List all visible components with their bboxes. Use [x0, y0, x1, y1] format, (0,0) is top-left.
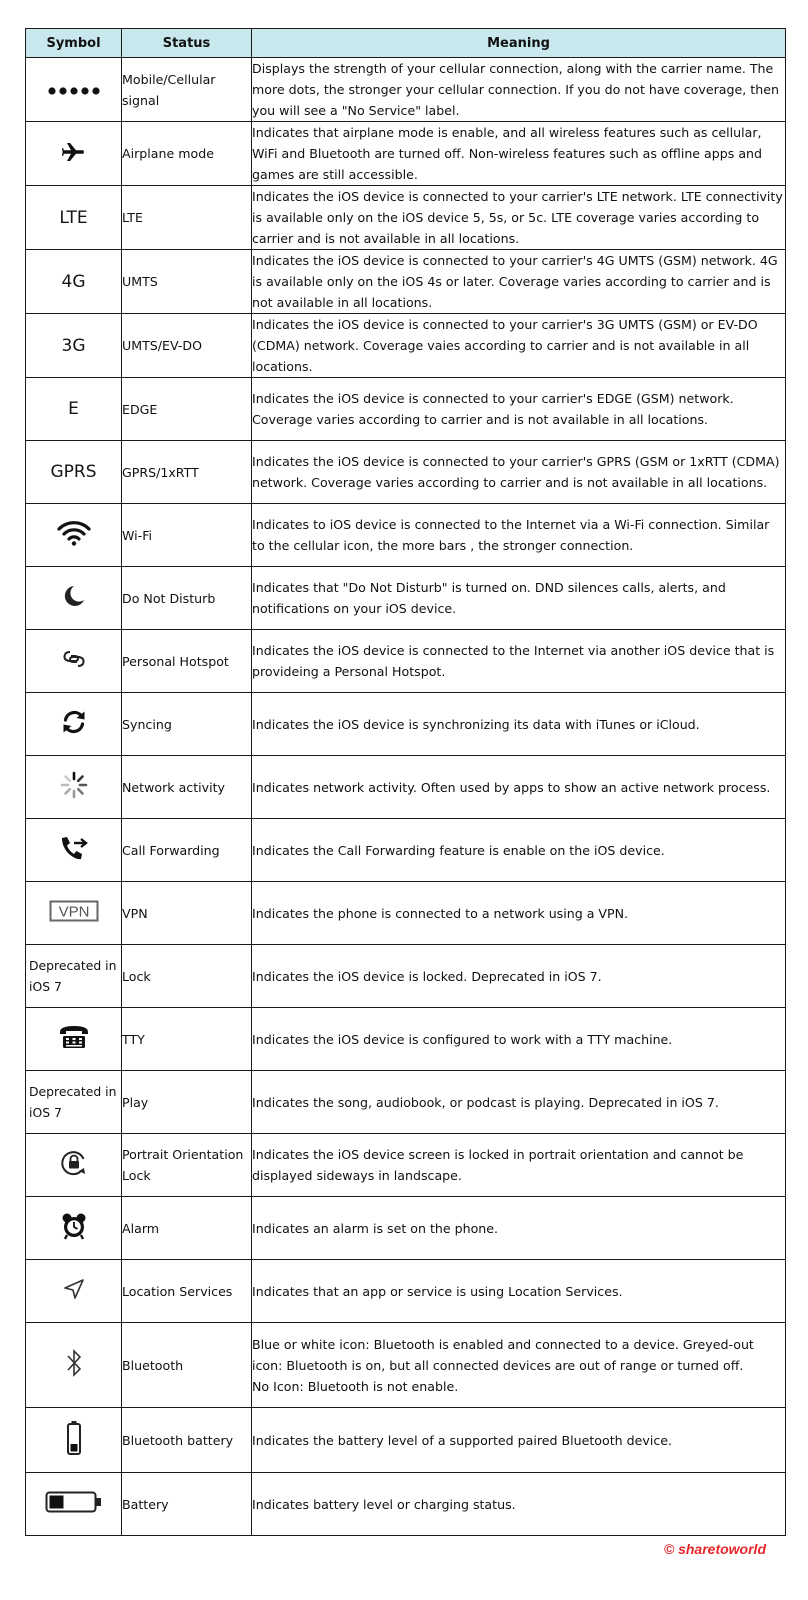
meaning-cell: Indicates the song, audiobook, or podcast is playing. Deprecated in iOS 7.: [252, 1071, 786, 1134]
bluetooth-battery-icon: [66, 1420, 82, 1460]
meaning-text-extra: No Icon: Bluetooth is not enable.: [252, 1378, 459, 1394]
meaning-cell: Indicates the iOS device screen is locked in portrait orientation and cannot be displayed sideways in landscape.: [252, 1134, 786, 1197]
status-cell: Alarm: [122, 1197, 252, 1260]
table-row: [26, 314, 786, 378]
status-cell: UMTS: [122, 250, 252, 314]
table-row: [26, 1323, 786, 1408]
gprs-symbol-text: GPRS: [50, 462, 97, 482]
table-row: [26, 186, 786, 250]
symbol-cell: [26, 1071, 122, 1134]
symbol-cell: [26, 1323, 122, 1408]
symbol-cell: [26, 819, 122, 882]
symbol-cell: [26, 441, 122, 504]
status-cell: Location Services: [122, 1260, 252, 1323]
status-cell: VPN: [122, 882, 252, 945]
table-row: [26, 756, 786, 819]
status-icons-table: [25, 28, 786, 1536]
meaning-cell: Indicates the battery level of a supported paired Bluetooth device.: [252, 1408, 786, 1473]
symbol-cell: [26, 756, 122, 819]
status-cell: Bluetooth battery: [122, 1408, 252, 1473]
status-cell: Portrait Orientation Lock: [122, 1134, 252, 1197]
table-row: [26, 945, 786, 1008]
call-forwarding-icon: [59, 835, 89, 865]
symbol-cell: [26, 58, 122, 122]
table-row: [26, 504, 786, 567]
symbol-cell: [26, 630, 122, 693]
status-cell: Do Not Disturb: [122, 567, 252, 630]
status-cell: Airplane mode: [122, 122, 252, 186]
table-row: [26, 630, 786, 693]
status-cell: EDGE: [122, 378, 252, 441]
symbol-cell: [26, 504, 122, 567]
symbol-cell: [26, 1408, 122, 1473]
symbol-cell: [26, 1260, 122, 1323]
symbol-cell: [26, 314, 122, 378]
table-row: [26, 693, 786, 756]
status-cell: Battery: [122, 1473, 252, 1536]
table-row: [26, 1134, 786, 1197]
copyright-watermark: © sharetoworld: [663, 1541, 766, 1557]
table-row: [26, 567, 786, 630]
meaning-cell: Displays the strength of your cellular connection, along with the carrier name. The more dots, the stronger your cellular connection. If you do not have coverage, then you will see a "No Service" label.: [252, 58, 786, 122]
deprecated-note: Deprecated in iOS 7: [29, 1084, 117, 1120]
symbol-cell: [26, 186, 122, 250]
wifi-icon: [57, 520, 91, 550]
status-cell: GPRS/1xRTT: [122, 441, 252, 504]
meaning-cell: Indicates the phone is connected to a network using a VPN.: [252, 882, 786, 945]
alarm-icon: [60, 1212, 88, 1244]
meaning-cell: Indicates an alarm is set on the phone.: [252, 1197, 786, 1260]
header-symbol: Symbol: [26, 29, 122, 58]
symbol-cell: [26, 1134, 122, 1197]
meaning-cell: Indicates the iOS device is locked. Deprecated in iOS 7.: [252, 945, 786, 1008]
table-row: [26, 1260, 786, 1323]
battery-icon: [45, 1491, 103, 1517]
table-row: [26, 1008, 786, 1071]
symbol-cell: [26, 378, 122, 441]
meaning-text: Blue or white icon: Bluetooth is enabled and connected to a device. Greyed-out icon: Bluetooth is on, but all connected devices are out of range or turned off.: [252, 1336, 754, 1373]
moon-icon: [62, 584, 86, 612]
header-row: [26, 29, 786, 58]
status-cell: UMTS/EV-DO: [122, 314, 252, 378]
signal-dots-icon: [47, 81, 101, 100]
hotspot-icon: [61, 648, 87, 674]
table-row: [26, 819, 786, 882]
orientation-lock-icon: [59, 1149, 89, 1181]
meaning-cell: Indicates the iOS device is configured to work with a TTY machine.: [252, 1008, 786, 1071]
symbol-cell: [26, 945, 122, 1008]
vpn-icon: [49, 900, 99, 926]
sync-icon: [61, 709, 87, 739]
symbol-cell: [26, 122, 122, 186]
table-row: [26, 1071, 786, 1134]
meaning-cell: Indicates the iOS device is connected to your carrier's 4G UMTS (GSM) network. 4G is available only on the iOS 4s or later. Coverage varies according to carrier and is not available in all locations.: [252, 250, 786, 314]
header-meaning: Meaning: [252, 29, 786, 58]
vpn-icon-label: VPN: [58, 903, 89, 921]
3g-symbol-text: 3G: [61, 335, 86, 356]
table-row: [26, 441, 786, 504]
tty-icon: [58, 1025, 90, 1053]
table-row: [26, 378, 786, 441]
table-row: [26, 250, 786, 314]
status-cell: LTE: [122, 186, 252, 250]
table-row: [26, 1197, 786, 1260]
status-cell: Wi-Fi: [122, 504, 252, 567]
symbol-cell: [26, 693, 122, 756]
status-cell: Bluetooth: [122, 1323, 252, 1408]
status-cell: TTY: [122, 1008, 252, 1071]
symbol-cell: [26, 1473, 122, 1536]
status-cell: Mobile/Cellular signal: [122, 58, 252, 122]
meaning-cell: Indicates that "Do Not Disturb" is turned on. DND silences calls, alerts, and notifications on your iOS device.: [252, 567, 786, 630]
symbol-cell: [26, 250, 122, 314]
meaning-cell: Indicates that an app or service is using Location Services.: [252, 1260, 786, 1323]
status-cell: Network activity: [122, 756, 252, 819]
meaning-cell: Indicates the iOS device is connected to your carrier's LTE network. LTE connectivity is available only on the iOS device 5, 5s, or 5c. LTE coverage varies according to carrier and is not available in all locations.: [252, 186, 786, 250]
meaning-cell: Indicates the iOS device is connected to your carrier's 3G UMTS (GSM) or EV-DO (CDMA) network. Coverage vaies according to carrier and is not available in all locations.: [252, 314, 786, 378]
status-cell: Lock: [122, 945, 252, 1008]
table-row: [26, 122, 786, 186]
meaning-cell: Indicates the Call Forwarding feature is enable on the iOS device.: [252, 819, 786, 882]
status-cell: Call Forwarding: [122, 819, 252, 882]
header-status: Status: [122, 29, 252, 58]
symbol-cell: [26, 1197, 122, 1260]
meaning-cell: Indicates the iOS device is connected to your carrier's EDGE (GSM) network. Coverage varies according to carrier and is not available in all locations.: [252, 378, 786, 441]
meaning-cell: [252, 1323, 786, 1408]
meaning-cell: Indicates to iOS device is connected to the Internet via a Wi-Fi connection. Similar to the cellular icon, the more bars , the stronger connection.: [252, 504, 786, 567]
status-cell: Play: [122, 1071, 252, 1134]
meaning-cell: Indicates network activity. Often used by apps to show an active network process.: [252, 756, 786, 819]
symbol-cell: [26, 882, 122, 945]
airplane-icon: [62, 142, 86, 166]
table-row: [26, 58, 786, 122]
4g-symbol-text: 4G: [61, 271, 86, 292]
deprecated-note: Deprecated in iOS 7: [29, 958, 117, 994]
symbol-cell: [26, 1008, 122, 1071]
meaning-cell: Indicates the iOS device is connected to your carrier's GPRS (GSM or 1xRTT (CDMA) network. Coverage varies according to carrier and is not available in all locations.: [252, 441, 786, 504]
table-row: [26, 1408, 786, 1473]
table-row: [26, 882, 786, 945]
bluetooth-icon: [65, 1348, 83, 1382]
edge-symbol-text: E: [68, 399, 79, 419]
status-cell: Syncing: [122, 693, 252, 756]
table-row: [26, 1473, 786, 1536]
location-icon: [62, 1277, 86, 1305]
symbol-cell: [26, 567, 122, 630]
meaning-cell: Indicates battery level or charging status.: [252, 1473, 786, 1536]
lte-symbol-text: LTE: [59, 207, 88, 228]
meaning-cell: Indicates that airplane mode is enable, and all wireless features such as cellular, WiFi and Bluetooth are turned off. Non-wireless features such as offline apps and games are still accessible.: [252, 122, 786, 186]
network-activity-icon: [60, 771, 88, 803]
status-cell: Personal Hotspot: [122, 630, 252, 693]
meaning-cell: Indicates the iOS device is synchronizing its data with iTunes or iCloud.: [252, 693, 786, 756]
meaning-cell: Indicates the iOS device is connected to the Internet via another iOS device that is provideing a Personal Hotspot.: [252, 630, 786, 693]
